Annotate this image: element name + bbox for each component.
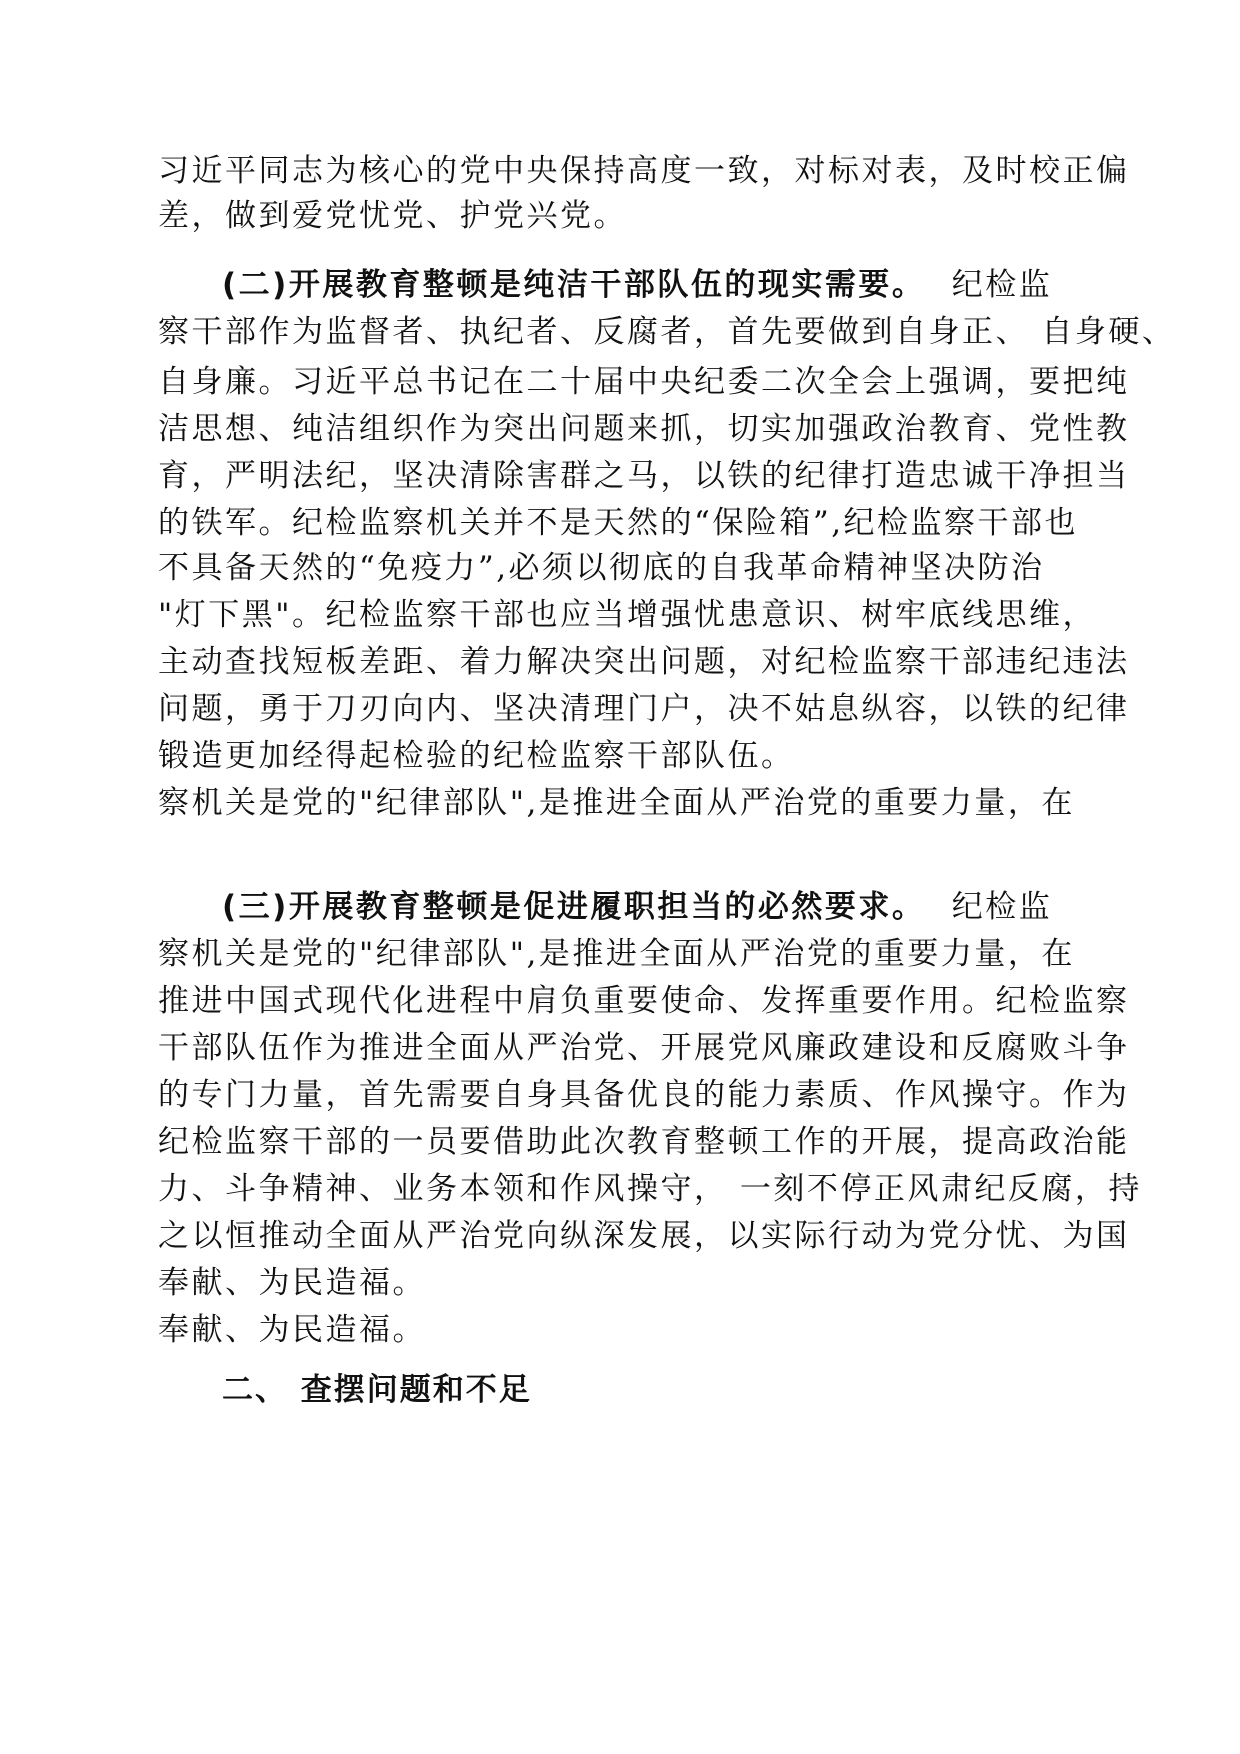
body-text-line: 之以恒推动全面从严治党向纵深发展，以实际行动为党分忧、为国: [158, 1218, 1130, 1254]
body-text-line: 不具备天然的“免疫力”,必须以彻底的自我革命精神坚决防治: [158, 550, 1045, 586]
body-text-line: 自身廉。习近平总书记在二十届中央纪委二次全会上强调，要把纯: [158, 364, 1130, 400]
section-heading: 二、 查摆问题和不足: [222, 1372, 532, 1408]
paragraph-heading-2: [222, 265, 1052, 305]
body-text-line: "灯下黑"。纪检监察干部也应当增强忧患意识、树牢底线思维，: [158, 597, 1097, 633]
body-text-line: 育，严明法纪，坚决清除害群之马，以铁的纪律打造忠诚干净担当: [158, 458, 1130, 494]
body-text-line: 纪检监察干部的一员要借助此次教育整顿工作的开展，提高政治能: [158, 1124, 1130, 1160]
body-text-line: 力、斗争精神、业务本领和作风操守， 一刻不停正风肃纪反腐，持: [158, 1171, 1142, 1207]
body-text-line: 干部队伍作为推进全面从严治党、开展党风廉政建设和反腐败斗争: [158, 1030, 1130, 1066]
body-text-line: 差，做到爱党忧党、护党兴党。: [158, 198, 627, 234]
body-text-line: 察干部作为监督者、执纪者、反腐者，首先要做到自身正、 自身硬、: [158, 314, 1176, 350]
body-text-line: 奉献、为民造福。: [158, 1312, 426, 1348]
paragraph-heading-2-lead: 纪检监: [951, 267, 1053, 303]
body-text-line: 察机关是党的"纪律部队",是推进全面从严治党的重要力量，在: [158, 785, 1075, 821]
body-text-line: 问题，勇于刀刃向内、坚决清理门户，决不姑息纵容，以铁的纪律: [158, 691, 1130, 727]
body-text-line: 推进中国式现代化进程中肩负重要使命、发挥重要作用。纪检监察: [158, 983, 1130, 1019]
paragraph-heading-3-lead: 纪检监: [951, 889, 1053, 925]
paragraph-heading-3-title: (三)开展教育整顿是促进履职担当的必然要求。: [222, 889, 926, 925]
body-text-line: 的铁军。纪检监察机关并不是天然的“保险箱”,纪检监察干部也: [158, 505, 1079, 541]
body-text-line: 主动查找短板差距、着力解决突出问题，对纪检监察干部违纪违法: [158, 644, 1130, 680]
body-text-line: 习近平同志为核心的党中央保持高度一致，对标对表，及时校正偏: [158, 153, 1130, 189]
body-text-line: 奉献、为民造福。: [158, 1265, 426, 1301]
paragraph-heading-2-title: (二)开展教育整顿是纯洁干部队伍的现实需要。: [222, 267, 926, 303]
body-text-line: 洁思想、纯洁组织作为突出问题来抓，切实加强政治教育、党性教: [158, 411, 1130, 447]
paragraph-heading-3: [222, 887, 1052, 927]
body-text-line: 察机关是党的"纪律部队",是推进全面从严治党的重要力量，在: [158, 936, 1075, 972]
body-text-line: 锻造更加经得起检验的纪检监察干部队伍。: [158, 738, 795, 774]
body-text-line: 的专门力量，首先需要自身具备优良的能力素质、作风操守。作为: [158, 1077, 1130, 1113]
